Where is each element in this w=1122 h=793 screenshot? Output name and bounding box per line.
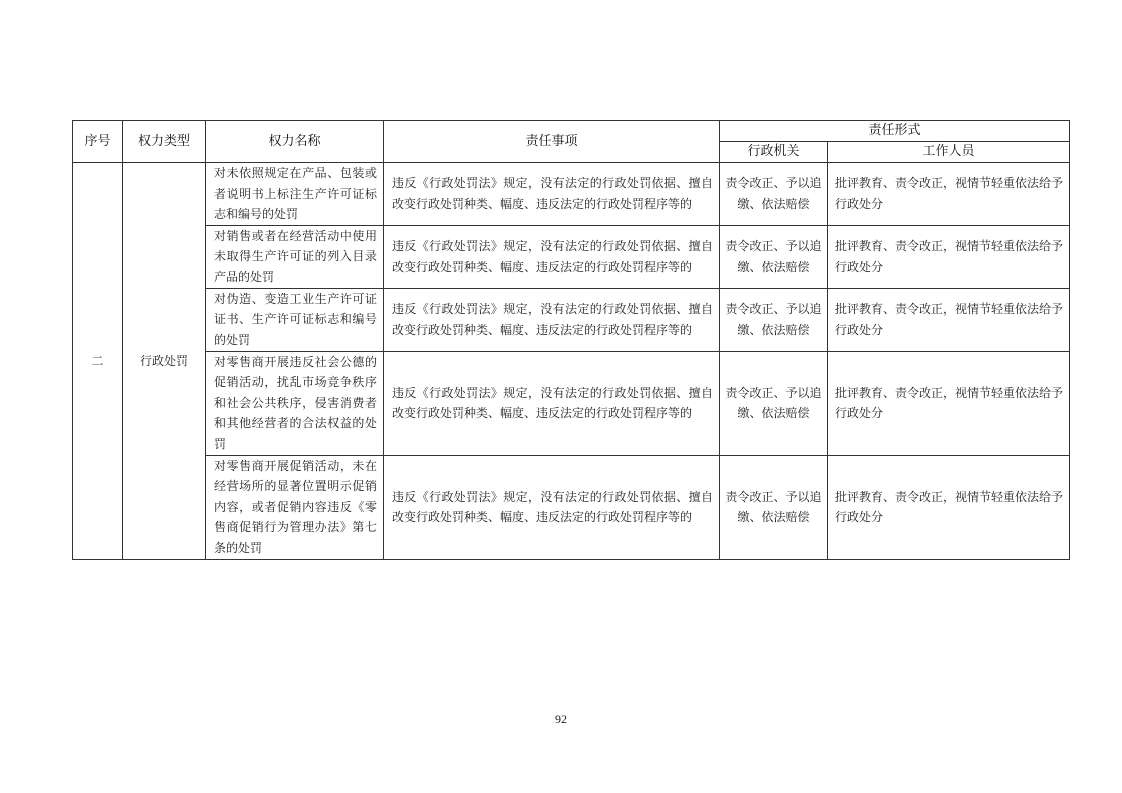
staff-cell: 批评教育、责令改正，视情节轻重依法给予行政处分	[828, 225, 1070, 288]
group-seq: 二	[73, 163, 123, 560]
responsibility-matters-cell: 违反《行政处罚法》规定，没有法定的行政处罚依据、擅自改变行政处罚种类、幅度、违反法定的行政处罚程序等的	[384, 225, 720, 288]
staff-cell: 批评教育、责令改正，视情节轻重依法给予行政处分	[828, 163, 1070, 226]
header-power-name: 权力名称	[206, 121, 384, 163]
group-power-type: 行政处罚	[123, 163, 206, 560]
header-staff: 工作人员	[828, 142, 1070, 163]
power-name-cell: 对零售商开展违反社会公德的促销活动，扰乱市场竞争秩序和社会公共秩序，侵害消费者和其他经营者的合法权益的处罚	[206, 351, 384, 455]
administrative-organ-cell: 责令改正、予以追缴、依法赔偿	[720, 351, 828, 455]
power-name-cell: 对零售商开展促销活动，未在经营场所的显著位置明示促销内容，或者促销内容违反《零售商促销行为管理办法》第七条的处罚	[206, 455, 384, 559]
table-row	[73, 351, 1070, 455]
responsibility-table	[72, 120, 1070, 560]
page-number: 92	[555, 712, 567, 726]
responsibility-matters-cell: 违反《行政处罚法》规定，没有法定的行政处罚依据、擅自改变行政处罚种类、幅度、违反法定的行政处罚程序等的	[384, 163, 720, 226]
administrative-organ-cell: 责令改正、予以追缴、依法赔偿	[720, 288, 828, 351]
table-row	[73, 163, 1070, 226]
administrative-organ-cell: 责令改正、予以追缴、依法赔偿	[720, 225, 828, 288]
staff-cell: 批评教育、责令改正，视情节轻重依法给予行政处分	[828, 288, 1070, 351]
table-row	[73, 225, 1070, 288]
header-responsibility-form: 责任形式	[720, 121, 1070, 142]
header-row-1	[73, 121, 1070, 142]
responsibility-matters-cell: 违反《行政处罚法》规定，没有法定的行政处罚依据、擅自改变行政处罚种类、幅度、违反法定的行政处罚程序等的	[384, 351, 720, 455]
responsibility-matters-cell: 违反《行政处罚法》规定，没有法定的行政处罚依据、擅自改变行政处罚种类、幅度、违反法定的行政处罚程序等的	[384, 455, 720, 559]
header-administrative-organ: 行政机关	[720, 142, 828, 163]
power-name-cell: 对销售或者在经营活动中使用未取得生产许可证的列入目录产品的处罚	[206, 225, 384, 288]
header-power-type: 权力类型	[123, 121, 206, 163]
power-name-cell: 对伪造、变造工业生产许可证证书、生产许可证标志和编号的处罚	[206, 288, 384, 351]
staff-cell: 批评教育、责令改正，视情节轻重依法给予行政处分	[828, 455, 1070, 559]
header-seq: 序号	[73, 121, 123, 163]
administrative-organ-cell: 责令改正、予以追缴、依法赔偿	[720, 163, 828, 226]
responsibility-matters-cell: 违反《行政处罚法》规定，没有法定的行政处罚依据、擅自改变行政处罚种类、幅度、违反法定的行政处罚程序等的	[384, 288, 720, 351]
staff-cell: 批评教育、责令改正，视情节轻重依法给予行政处分	[828, 351, 1070, 455]
header-responsibility-matters: 责任事项	[384, 121, 720, 163]
table-row	[73, 455, 1070, 559]
power-name-cell: 对未依照规定在产品、包装或者说明书上标注生产许可证标志和编号的处罚	[206, 163, 384, 226]
administrative-organ-cell: 责令改正、予以追缴、依法赔偿	[720, 455, 828, 559]
table-row	[73, 288, 1070, 351]
